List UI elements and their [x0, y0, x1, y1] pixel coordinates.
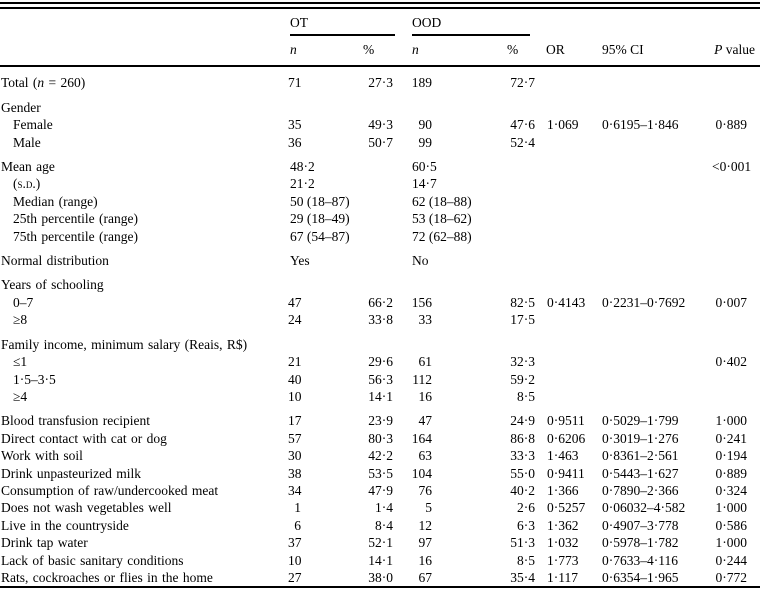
row-label: Female — [13, 117, 53, 133]
cell-ood-pct: 8·5 — [517, 552, 535, 568]
row-label: Mean age — [1, 159, 55, 175]
table-row — [0, 311, 760, 328]
cell-ood-pct: 8·5 — [517, 388, 535, 404]
cell-p-value: 1·000 — [715, 413, 747, 429]
table-row — [0, 193, 760, 210]
table-row — [0, 353, 760, 370]
cell-ci — [600, 193, 712, 210]
cell-ot-pct: 50·7 — [368, 134, 393, 150]
row-label: Drink tap water — [1, 535, 88, 551]
table-row — [0, 499, 760, 516]
cell-ood-n: 156 — [411, 294, 432, 310]
cell-ot-n: 71 — [288, 75, 302, 91]
cell-ood-n: 189 — [411, 75, 432, 91]
cell-ood-n: 63 — [418, 448, 432, 464]
label-part: = 260) — [44, 75, 86, 91]
cell-p-value: 0·586 — [715, 517, 747, 533]
cell-or — [535, 134, 600, 151]
cell-or: 1·362 — [547, 517, 579, 533]
cell-ot-n: 1 — [294, 500, 301, 516]
cell-ot-n: 6 — [294, 517, 301, 533]
row-label: Drink unpasteurized milk — [1, 465, 141, 481]
statistics-table — [0, 9, 760, 586]
cell-ot-n: 57 — [288, 430, 302, 446]
empty-corner-cell — [0, 9, 288, 36]
ot-group-label: OT — [290, 15, 308, 30]
cell-ot-n: 40 — [288, 371, 302, 387]
ood-group-label: OOD — [412, 15, 442, 30]
row-label: 1·5–3·5 — [13, 371, 56, 387]
group-header-row — [0, 9, 760, 36]
cell-ci: 0·5978–1·782 — [602, 535, 679, 551]
cell-p-value: 0·889 — [715, 117, 747, 133]
row-label: Does not wash vegetables well — [1, 500, 172, 516]
cell-p-value — [712, 134, 760, 151]
row-label: Work with soil — [1, 448, 83, 464]
cell-ot-n: 30 — [288, 448, 302, 464]
cell-or — [535, 210, 600, 227]
cell-p-value — [712, 371, 760, 388]
table-row — [0, 228, 760, 245]
row-label: ≤1 — [13, 354, 28, 370]
cell-p-value: 1·000 — [715, 500, 747, 516]
col-header-ood-pct: % — [432, 36, 535, 66]
row-label: 0–7 — [13, 294, 34, 310]
table-row — [0, 245, 760, 269]
cell-ot-value: 48·2 — [290, 159, 315, 175]
cell-or: 0·6206 — [547, 430, 586, 446]
row-label: Blood transfusion recipient — [1, 413, 150, 429]
cell-ci: 0·8361–2·561 — [602, 448, 679, 464]
cell-or — [535, 151, 600, 175]
cell-ood-n: 16 — [418, 552, 432, 568]
cell-ci: 0·4907–3·778 — [602, 517, 679, 533]
cell-ood-n: 99 — [418, 134, 432, 150]
cell-ot-pct: 29·6 — [368, 354, 393, 370]
cell-ood-n: 104 — [411, 465, 432, 481]
cell-or: 1·773 — [547, 552, 579, 568]
table-row — [0, 534, 760, 551]
cell-ood-value: 60·5 — [412, 159, 437, 175]
row-label: Consumption of raw/undercooked meat — [1, 482, 219, 498]
cell-ood-n: 47 — [418, 413, 432, 429]
cell-ood-pct: 82·5 — [510, 294, 535, 310]
cell-ot-pct: 14·1 — [368, 388, 393, 404]
cell-ci — [600, 66, 712, 91]
table-row — [0, 569, 760, 586]
cell-ot-value: 29 (18–49) — [290, 211, 350, 227]
cell-ot-pct: 66·2 — [368, 294, 393, 310]
cell-ood-n: 112 — [412, 371, 432, 387]
cell-ot-pct: 80·3 — [368, 430, 393, 446]
cell-ood-pct: 52·4 — [510, 134, 535, 150]
cell-ot-pct: 56·3 — [368, 371, 393, 387]
cell-ood-pct: 86·8 — [510, 430, 535, 446]
cell-ot-n: 47 — [288, 294, 302, 310]
cell-p-value — [712, 228, 760, 245]
cell-ot-pct: 52·1 — [368, 535, 393, 551]
cell-or — [535, 245, 600, 269]
ood-n-label: n — [412, 42, 419, 57]
cell-ood-pct: 17·5 — [510, 312, 535, 328]
cell-ood-n: 16 — [418, 388, 432, 404]
row-label: Family income, minimum salary (Reais, R$) — [1, 336, 248, 352]
cell-or — [535, 353, 600, 370]
cell-ot-pct: 1·4 — [375, 500, 393, 516]
cell-ood-pct: 47·6 — [510, 117, 535, 133]
row-label: Normal distribution — [1, 253, 109, 269]
cell-ci: 0·3019–1·276 — [602, 430, 679, 446]
sub-header-row — [0, 36, 760, 66]
row-label: Gender — [1, 99, 41, 115]
col-header-ot-n — [288, 36, 301, 66]
cell-ot-pct: 14·1 — [368, 552, 393, 568]
cell-ci: 0·6195–1·846 — [602, 117, 679, 133]
cell-ot-n: 17 — [288, 413, 302, 429]
cell-ot-n: 10 — [288, 388, 302, 404]
cell-p-value — [712, 210, 760, 227]
cell-p-value — [712, 388, 760, 405]
cell-ood-pct: 40·2 — [510, 482, 535, 498]
cell-or — [535, 193, 600, 210]
cell-ood-pct: 55·0 — [510, 465, 535, 481]
cell-ood-pct: 59·2 — [510, 371, 535, 387]
cell-ood-pct: 32·3 — [510, 354, 535, 370]
cell-p-value: 0·007 — [715, 294, 747, 310]
cell-ot-pct: 38·0 — [368, 569, 393, 585]
cell-p-value: 0·194 — [715, 448, 747, 464]
col-header-or: OR — [535, 36, 600, 66]
cell-ot-pct: 49·3 — [368, 117, 393, 133]
cell-p-value: 0·241 — [715, 430, 747, 446]
row-label: Live in the countryside — [1, 517, 129, 533]
row-label: Years of schooling — [1, 277, 104, 293]
table-row — [0, 116, 760, 133]
table-row — [0, 329, 760, 353]
cell-or: 0·5257 — [547, 500, 586, 516]
cell-or: 0·4143 — [547, 294, 586, 310]
cell-ci — [600, 245, 712, 269]
table-row — [0, 482, 760, 499]
cell-ot-pct: 23·9 — [368, 413, 393, 429]
cell-ot-value: 67 (54–87) — [290, 228, 350, 244]
cell-ood-value: 53 (18–62) — [412, 211, 472, 227]
cell-p-value: 0·244 — [715, 552, 747, 568]
cell-or: 1·366 — [547, 482, 579, 498]
cell-ci — [600, 210, 712, 227]
cell-ot-n: 36 — [288, 134, 302, 150]
row-label: (s.d.) — [13, 176, 41, 192]
table-row — [0, 175, 760, 192]
column-group-ood — [393, 9, 535, 36]
cell-or: 1·117 — [547, 569, 578, 585]
cell-ci — [600, 388, 712, 405]
table-row — [0, 405, 760, 429]
empty-label-header — [0, 36, 288, 66]
cell-ci: 0·7890–2·366 — [602, 482, 679, 498]
table-row — [0, 388, 760, 405]
cell-or: 0·9511 — [547, 413, 585, 429]
table-row — [0, 269, 760, 293]
cell-p-value: 0·772 — [715, 569, 747, 585]
cell-p-value: 1·000 — [715, 535, 747, 551]
cell-ood-n: 33 — [418, 312, 432, 328]
cell-ci: 0·2231–0·7692 — [602, 294, 686, 310]
cell-ot-n: 37 — [288, 535, 302, 551]
cell-ci — [600, 311, 712, 328]
cell-ci — [600, 134, 712, 151]
cell-ci — [600, 371, 712, 388]
col-header-ot-pct: % — [301, 36, 393, 66]
cell-ci: 0·7633–4·116 — [602, 552, 678, 568]
row-label: Direct contact with cat or dog — [1, 430, 167, 446]
cell-or — [535, 175, 600, 192]
table-row — [0, 447, 760, 464]
p-italic: P — [714, 42, 723, 57]
cell-or: 1·069 — [547, 117, 579, 133]
cell-or: 1·032 — [547, 535, 579, 551]
row-label: Lack of basic sanitary conditions — [1, 552, 184, 568]
table-row — [0, 517, 760, 534]
top-double-rule — [0, 2, 760, 9]
table-row — [0, 66, 760, 91]
cell-p-value — [712, 175, 760, 192]
cell-ood-pct: 35·4 — [510, 569, 535, 585]
cell-ot-pct: 27·3 — [368, 75, 393, 91]
cell-p-value — [712, 193, 760, 210]
cell-or: 0·9411 — [547, 465, 585, 481]
cell-ot-n: 35 — [288, 117, 302, 133]
cell-ci: 0·06032–4·582 — [602, 500, 686, 516]
cell-ci — [600, 151, 712, 175]
table-row — [0, 371, 760, 388]
table-row — [0, 92, 760, 116]
cell-ot-pct: 33·8 — [368, 312, 393, 328]
cell-or — [535, 388, 600, 405]
cell-p-value — [712, 245, 760, 269]
label-italic-part: n — [37, 75, 45, 91]
row-label: ≥8 — [13, 312, 28, 328]
table-header — [0, 9, 760, 66]
cell-or — [535, 311, 600, 328]
table-body — [0, 66, 760, 586]
cell-ood-pct: 72·7 — [510, 75, 535, 91]
cell-ot-pct: 8·4 — [375, 517, 393, 533]
table-row — [0, 151, 760, 175]
cell-ood-n: 61 — [418, 354, 432, 370]
table-row — [0, 294, 760, 311]
cell-ood-n: 76 — [418, 482, 432, 498]
cell-ood-n: 90 — [418, 117, 432, 133]
cell-ood-n: 67 — [418, 569, 432, 585]
col-header-ci: 95% CI — [600, 36, 712, 66]
table-row — [0, 465, 760, 482]
cell-ood-pct: 6·3 — [517, 517, 535, 533]
cell-or: 1·463 — [547, 448, 579, 464]
cell-ot-pct: 53·5 — [368, 465, 393, 481]
cell-ood-pct: 51·3 — [510, 535, 535, 551]
cell-p-value — [712, 66, 760, 91]
empty-header-cell — [535, 9, 760, 36]
cell-p-value: 0·402 — [715, 354, 747, 370]
cell-ood-n: 164 — [411, 430, 432, 446]
row-label — [0, 66, 288, 91]
cell-ood-value: 14·7 — [412, 176, 437, 192]
cell-ot-n: 21 — [288, 354, 302, 370]
ot-n-label: n — [290, 42, 297, 57]
cell-ot-n: 34 — [288, 482, 302, 498]
cell-ot-value: 50 (18–87) — [290, 193, 350, 209]
cell-ot-n: 27 — [288, 569, 302, 585]
cell-or — [535, 228, 600, 245]
row-label: 75th percentile (range) — [13, 228, 138, 244]
cell-ci — [600, 353, 712, 370]
column-group-ot — [288, 9, 393, 36]
table-row — [0, 134, 760, 151]
cell-ood-n: 5 — [425, 500, 432, 516]
label-part: Total ( — [1, 75, 38, 91]
table-row — [0, 210, 760, 227]
cell-p-value: 0·324 — [715, 482, 747, 498]
cell-ot-value: 21·2 — [290, 176, 315, 192]
cell-ci — [600, 175, 712, 192]
cell-ood-n: 12 — [418, 517, 432, 533]
cell-ot-value: Yes — [290, 253, 310, 269]
cell-ci — [600, 228, 712, 245]
row-label: Male — [13, 134, 41, 150]
cell-p-value — [712, 311, 760, 328]
cell-p-value: 0·889 — [715, 465, 747, 481]
cell-ot-n: 10 — [288, 552, 302, 568]
cell-p-value: <0·001 — [712, 159, 752, 175]
cell-ot-pct: 47·9 — [368, 482, 393, 498]
cell-ood-value: 62 (18–88) — [412, 193, 472, 209]
cell-ot-n: 24 — [288, 312, 302, 328]
row-label: ≥4 — [13, 388, 28, 404]
cell-ood-n: 97 — [418, 535, 432, 551]
cell-ci: 0·6354–1·965 — [602, 569, 679, 585]
cell-ood-pct: 24·9 — [510, 413, 535, 429]
table-row — [0, 430, 760, 447]
cell-ood-value: 72 (62–88) — [412, 228, 472, 244]
p-rest: value — [725, 42, 755, 57]
cell-ot-n: 38 — [288, 465, 302, 481]
row-label: 25th percentile (range) — [13, 211, 138, 227]
cell-ci: 0·5443–1·627 — [602, 465, 679, 481]
table-row — [0, 552, 760, 569]
cell-or — [535, 66, 600, 91]
row-label: Rats, cockroaches or flies in the home — [1, 569, 213, 585]
col-header-ood-n — [393, 36, 432, 66]
cell-ood-value: No — [412, 253, 429, 269]
col-header-p-value — [712, 36, 760, 66]
cell-ood-pct: 33·3 — [510, 448, 535, 464]
cell-ot-pct: 42·2 — [368, 448, 393, 464]
row-label: Median (range) — [13, 193, 98, 209]
cell-ci: 0·5029–1·799 — [602, 413, 679, 429]
cell-or — [535, 371, 600, 388]
cell-ood-pct: 2·6 — [517, 500, 535, 516]
